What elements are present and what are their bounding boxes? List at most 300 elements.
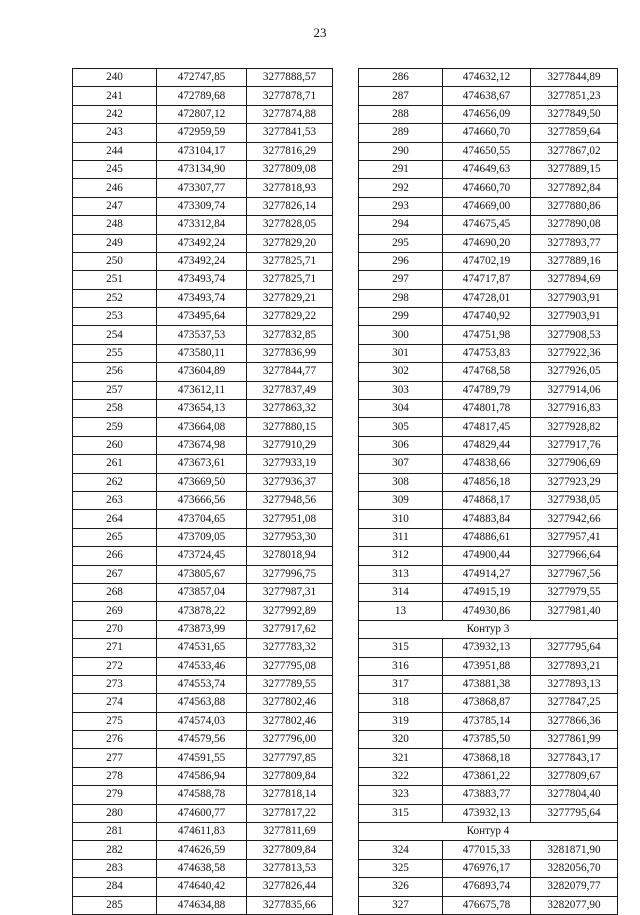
point-number-cell: 320 — [359, 731, 443, 749]
x-coordinate-cell: 474660,70 — [443, 179, 531, 197]
y-coordinate-cell: 3277849,50 — [531, 105, 618, 123]
point-number-cell: 257 — [73, 381, 157, 399]
y-coordinate-cell: 3277863,32 — [247, 400, 333, 418]
y-coordinate-cell: 3277867,02 — [531, 142, 618, 160]
y-coordinate-cell: 3277859,64 — [531, 124, 618, 142]
point-number-cell: 280 — [73, 804, 157, 822]
point-number-cell: 314 — [359, 583, 443, 601]
x-coordinate-cell: 473492,24 — [157, 252, 247, 270]
x-coordinate-cell: 473492,24 — [157, 234, 247, 252]
x-coordinate-cell: 474801,78 — [443, 400, 531, 418]
y-coordinate-cell: 3277878,71 — [247, 87, 333, 105]
point-number-cell: 284 — [73, 878, 157, 896]
x-coordinate-cell: 473104,17 — [157, 142, 247, 160]
table-row — [359, 602, 618, 620]
y-coordinate-cell: 3277953,30 — [247, 528, 333, 546]
x-coordinate-cell: 474586,94 — [157, 767, 247, 785]
y-coordinate-cell: 3277889,15 — [531, 160, 618, 178]
table-row — [359, 455, 618, 473]
x-coordinate-cell: 474626,59 — [157, 841, 247, 859]
table-row — [73, 749, 333, 767]
x-coordinate-cell: 473580,11 — [157, 344, 247, 362]
y-coordinate-cell: 3277893,21 — [531, 657, 618, 675]
x-coordinate-cell: 474914,27 — [443, 565, 531, 583]
point-number-cell: 252 — [73, 289, 157, 307]
x-coordinate-cell: 474838,66 — [443, 455, 531, 473]
point-number-cell: 267 — [73, 565, 157, 583]
x-coordinate-cell: 473857,04 — [157, 583, 247, 601]
point-number-cell: 240 — [73, 69, 157, 87]
point-number-cell: 245 — [73, 160, 157, 178]
x-coordinate-cell: 474829,44 — [443, 436, 531, 454]
table-row — [73, 289, 333, 307]
point-number-cell: 308 — [359, 473, 443, 491]
coordinates-table-left — [72, 68, 333, 915]
y-coordinate-cell: 3277936,37 — [247, 473, 333, 491]
point-number-cell: 264 — [73, 510, 157, 528]
table-row — [359, 271, 618, 289]
table-row — [73, 694, 333, 712]
table-row — [359, 363, 618, 381]
x-coordinate-cell: 474650,55 — [443, 142, 531, 160]
table-row — [73, 418, 333, 436]
y-coordinate-cell: 3277817,22 — [247, 804, 333, 822]
point-number-cell: 262 — [73, 473, 157, 491]
x-coordinate-cell: 474740,92 — [443, 308, 531, 326]
table-row — [73, 510, 333, 528]
table-row — [73, 142, 333, 160]
y-coordinate-cell: 3277844,89 — [531, 69, 618, 87]
y-coordinate-cell: 3277981,40 — [531, 602, 618, 620]
x-coordinate-cell: 472807,12 — [157, 105, 247, 123]
y-coordinate-cell: 3277841,53 — [247, 124, 333, 142]
x-coordinate-cell: 473666,56 — [157, 491, 247, 509]
point-number-cell: 311 — [359, 528, 443, 546]
x-coordinate-cell: 473805,67 — [157, 565, 247, 583]
x-coordinate-cell: 474690,20 — [443, 234, 531, 252]
y-coordinate-cell: 3277835,66 — [247, 896, 333, 914]
point-number-cell: 303 — [359, 381, 443, 399]
point-number-cell: 282 — [73, 841, 157, 859]
table-row — [359, 841, 618, 859]
y-coordinate-cell: 3277966,64 — [531, 547, 618, 565]
table-row — [73, 841, 333, 859]
y-coordinate-cell: 3277979,55 — [531, 583, 618, 601]
x-coordinate-cell: 473312,84 — [157, 216, 247, 234]
y-coordinate-cell: 3277894,69 — [531, 271, 618, 289]
point-number-cell: 300 — [359, 326, 443, 344]
table-row — [73, 583, 333, 601]
point-number-cell: 299 — [359, 308, 443, 326]
x-coordinate-cell: 473881,38 — [443, 675, 531, 693]
table-row — [73, 620, 333, 638]
y-coordinate-cell: 3277938,05 — [531, 491, 618, 509]
table-row — [73, 363, 333, 381]
point-number-cell: 289 — [359, 124, 443, 142]
contour-title: Контур 3 — [359, 620, 618, 638]
table-row — [359, 87, 618, 105]
y-coordinate-cell: 3277987,31 — [247, 583, 333, 601]
y-coordinate-cell: 3277843,17 — [531, 749, 618, 767]
point-number-cell: 315 — [359, 804, 443, 822]
table-row — [73, 87, 333, 105]
x-coordinate-cell: 474717,87 — [443, 271, 531, 289]
x-coordinate-cell: 474563,88 — [157, 694, 247, 712]
y-coordinate-cell: 3277866,36 — [531, 712, 618, 730]
x-coordinate-cell: 474675,45 — [443, 216, 531, 234]
x-coordinate-cell: 473673,61 — [157, 455, 247, 473]
table-row — [359, 142, 618, 160]
table-row — [359, 528, 618, 546]
table-row — [359, 308, 618, 326]
point-number-cell: 302 — [359, 363, 443, 381]
table-row — [359, 289, 618, 307]
x-coordinate-cell: 474768,58 — [443, 363, 531, 381]
y-coordinate-cell: 3277826,14 — [247, 197, 333, 215]
y-coordinate-cell: 3277816,29 — [247, 142, 333, 160]
x-coordinate-cell: 474533,46 — [157, 657, 247, 675]
y-coordinate-cell: 3277795,08 — [247, 657, 333, 675]
point-number-cell: 287 — [359, 87, 443, 105]
table-row — [359, 344, 618, 362]
x-coordinate-cell: 474632,12 — [443, 69, 531, 87]
y-coordinate-cell: 3277917,76 — [531, 436, 618, 454]
y-coordinate-cell: 3278018,94 — [247, 547, 333, 565]
y-coordinate-cell: 3277809,08 — [247, 160, 333, 178]
table-row — [73, 823, 333, 841]
table-row — [359, 565, 618, 583]
table-row — [73, 179, 333, 197]
table-row — [73, 547, 333, 565]
x-coordinate-cell: 474728,01 — [443, 289, 531, 307]
y-coordinate-cell: 3277889,16 — [531, 252, 618, 270]
point-number-cell: 305 — [359, 418, 443, 436]
table-row — [359, 749, 618, 767]
x-coordinate-cell: 474669,00 — [443, 197, 531, 215]
table-row — [73, 565, 333, 583]
y-coordinate-cell: 3277874,88 — [247, 105, 333, 123]
point-number-cell: 298 — [359, 289, 443, 307]
point-number-cell: 285 — [73, 896, 157, 914]
table-row — [359, 197, 618, 215]
x-coordinate-cell: 474634,88 — [157, 896, 247, 914]
y-coordinate-cell: 3277903,91 — [531, 308, 618, 326]
table-row — [73, 786, 333, 804]
point-number-cell: 249 — [73, 234, 157, 252]
table-row — [73, 804, 333, 822]
x-coordinate-cell: 476675,78 — [443, 896, 531, 914]
point-number-cell: 265 — [73, 528, 157, 546]
point-number-cell: 324 — [359, 841, 443, 859]
point-number-cell: 246 — [73, 179, 157, 197]
x-coordinate-cell: 476976,17 — [443, 859, 531, 877]
table-row — [359, 583, 618, 601]
x-coordinate-cell: 474579,56 — [157, 731, 247, 749]
x-coordinate-cell: 474883,84 — [443, 510, 531, 528]
x-coordinate-cell: 474868,17 — [443, 491, 531, 509]
y-coordinate-cell: 3277996,75 — [247, 565, 333, 583]
y-coordinate-cell: 3277917,62 — [247, 620, 333, 638]
table-row — [73, 528, 333, 546]
x-coordinate-cell: 473309,74 — [157, 197, 247, 215]
table-row — [359, 694, 618, 712]
point-number-cell: 241 — [73, 87, 157, 105]
point-number-cell: 247 — [73, 197, 157, 215]
x-coordinate-cell: 474930,86 — [443, 602, 531, 620]
y-coordinate-cell: 3277847,25 — [531, 694, 618, 712]
x-coordinate-cell: 473704,65 — [157, 510, 247, 528]
point-number-cell: 279 — [73, 786, 157, 804]
table-row — [73, 657, 333, 675]
x-coordinate-cell: 472747,85 — [157, 69, 247, 87]
table-row — [359, 160, 618, 178]
x-coordinate-cell: 477015,33 — [443, 841, 531, 859]
point-number-cell: 315 — [359, 639, 443, 657]
point-number-cell: 277 — [73, 749, 157, 767]
table-row — [73, 105, 333, 123]
y-coordinate-cell: 3277908,53 — [531, 326, 618, 344]
table-row — [359, 124, 618, 142]
x-coordinate-cell: 473674,98 — [157, 436, 247, 454]
x-coordinate-cell: 474640,42 — [157, 878, 247, 896]
y-coordinate-cell: 3277802,46 — [247, 694, 333, 712]
x-coordinate-cell: 476893,74 — [443, 878, 531, 896]
y-coordinate-cell: 3277836,99 — [247, 344, 333, 362]
table-row — [359, 547, 618, 565]
x-coordinate-cell: 474656,09 — [443, 105, 531, 123]
table-row — [359, 179, 618, 197]
table-row — [73, 344, 333, 362]
point-number-cell: 310 — [359, 510, 443, 528]
table-row — [359, 731, 618, 749]
table-row — [359, 639, 618, 657]
point-number-cell: 316 — [359, 657, 443, 675]
point-number-cell: 255 — [73, 344, 157, 362]
y-coordinate-cell: 3277928,82 — [531, 418, 618, 436]
x-coordinate-cell: 473537,53 — [157, 326, 247, 344]
y-coordinate-cell: 3277829,20 — [247, 234, 333, 252]
x-coordinate-cell: 473495,64 — [157, 308, 247, 326]
point-number-cell: 283 — [73, 859, 157, 877]
table-row — [359, 767, 618, 785]
y-coordinate-cell: 3277783,32 — [247, 639, 333, 657]
table-row — [73, 639, 333, 657]
x-coordinate-cell: 473785,14 — [443, 712, 531, 730]
y-coordinate-cell: 3277922,36 — [531, 344, 618, 362]
y-coordinate-cell: 3277926,05 — [531, 363, 618, 381]
x-coordinate-cell: 473612,11 — [157, 381, 247, 399]
table-row — [73, 124, 333, 142]
contour-title: Контур 4 — [359, 823, 618, 841]
x-coordinate-cell: 474900,44 — [443, 547, 531, 565]
table-row — [73, 455, 333, 473]
point-number-cell: 259 — [73, 418, 157, 436]
table-row — [73, 602, 333, 620]
table-row — [73, 896, 333, 914]
point-number-cell: 291 — [359, 160, 443, 178]
point-number-cell: 258 — [73, 400, 157, 418]
y-coordinate-cell: 3277829,22 — [247, 308, 333, 326]
page-number: 23 — [313, 25, 327, 40]
y-coordinate-cell: 3277825,71 — [247, 252, 333, 270]
y-coordinate-cell: 3277813,53 — [247, 859, 333, 877]
point-number-cell: 272 — [73, 657, 157, 675]
point-number-cell: 251 — [73, 271, 157, 289]
point-number-cell: 293 — [359, 197, 443, 215]
table-row — [359, 436, 618, 454]
table-row — [359, 473, 618, 491]
x-coordinate-cell: 474753,83 — [443, 344, 531, 362]
table-row — [73, 400, 333, 418]
table-row — [359, 418, 618, 436]
y-coordinate-cell: 3277804,40 — [531, 786, 618, 804]
point-number-cell: 242 — [73, 105, 157, 123]
y-coordinate-cell: 3277910,29 — [247, 436, 333, 454]
table-row — [359, 216, 618, 234]
table-row — [73, 675, 333, 693]
y-coordinate-cell: 3277880,86 — [531, 197, 618, 215]
y-coordinate-cell: 3277948,56 — [247, 491, 333, 509]
table-row — [359, 69, 618, 87]
x-coordinate-cell: 474702,19 — [443, 252, 531, 270]
x-coordinate-cell: 473868,18 — [443, 749, 531, 767]
point-number-cell: 297 — [359, 271, 443, 289]
point-number-cell: 309 — [359, 491, 443, 509]
x-coordinate-cell: 474856,18 — [443, 473, 531, 491]
y-coordinate-cell: 3277933,19 — [247, 455, 333, 473]
point-number-cell: 273 — [73, 675, 157, 693]
y-coordinate-cell: 3277811,69 — [247, 823, 333, 841]
y-coordinate-cell: 3277967,56 — [531, 565, 618, 583]
point-number-cell: 306 — [359, 436, 443, 454]
x-coordinate-cell: 472789,68 — [157, 87, 247, 105]
table-row — [359, 657, 618, 675]
table-row — [359, 878, 618, 896]
point-number-cell: 263 — [73, 491, 157, 509]
point-number-cell: 261 — [73, 455, 157, 473]
y-coordinate-cell: 3277797,85 — [247, 749, 333, 767]
section-header-row — [359, 620, 618, 638]
y-coordinate-cell: 3277914,06 — [531, 381, 618, 399]
table-row — [359, 786, 618, 804]
table-row — [73, 712, 333, 730]
x-coordinate-cell: 474789,79 — [443, 381, 531, 399]
y-coordinate-cell: 3281871,90 — [531, 841, 618, 859]
x-coordinate-cell: 473307,77 — [157, 179, 247, 197]
y-coordinate-cell: 3277892,84 — [531, 179, 618, 197]
x-coordinate-cell: 473873,99 — [157, 620, 247, 638]
point-number-cell: 254 — [73, 326, 157, 344]
point-number-cell: 243 — [73, 124, 157, 142]
point-number-cell: 326 — [359, 878, 443, 896]
point-number-cell: 294 — [359, 216, 443, 234]
x-coordinate-cell: 473868,87 — [443, 694, 531, 712]
y-coordinate-cell: 3277832,85 — [247, 326, 333, 344]
point-number-cell: 250 — [73, 252, 157, 270]
y-coordinate-cell: 3277828,05 — [247, 216, 333, 234]
x-coordinate-cell: 474588,78 — [157, 786, 247, 804]
x-coordinate-cell: 474660,70 — [443, 124, 531, 142]
table-row — [359, 252, 618, 270]
x-coordinate-cell: 473709,05 — [157, 528, 247, 546]
y-coordinate-cell: 3277923,29 — [531, 473, 618, 491]
y-coordinate-cell: 3277837,49 — [247, 381, 333, 399]
table-row — [73, 271, 333, 289]
point-number-cell: 278 — [73, 767, 157, 785]
y-coordinate-cell: 3282079,77 — [531, 878, 618, 896]
x-coordinate-cell: 472959,59 — [157, 124, 247, 142]
y-coordinate-cell: 3277829,21 — [247, 289, 333, 307]
x-coordinate-cell: 474574,03 — [157, 712, 247, 730]
x-coordinate-cell: 473654,13 — [157, 400, 247, 418]
x-coordinate-cell: 473664,08 — [157, 418, 247, 436]
x-coordinate-cell: 473932,13 — [443, 639, 531, 657]
point-number-cell: 312 — [359, 547, 443, 565]
x-coordinate-cell: 473932,13 — [443, 804, 531, 822]
point-number-cell: 318 — [359, 694, 443, 712]
table-row — [359, 234, 618, 252]
x-coordinate-cell: 473134,90 — [157, 160, 247, 178]
point-number-cell: 253 — [73, 308, 157, 326]
y-coordinate-cell: 3277789,55 — [247, 675, 333, 693]
table-row — [359, 326, 618, 344]
point-number-cell: 313 — [359, 565, 443, 583]
y-coordinate-cell: 3277809,67 — [531, 767, 618, 785]
table-row — [359, 381, 618, 399]
x-coordinate-cell: 474886,61 — [443, 528, 531, 546]
y-coordinate-cell: 3277802,46 — [247, 712, 333, 730]
point-number-cell: 260 — [73, 436, 157, 454]
x-coordinate-cell: 474591,55 — [157, 749, 247, 767]
x-coordinate-cell: 474817,45 — [443, 418, 531, 436]
point-number-cell: 327 — [359, 896, 443, 914]
y-coordinate-cell: 3277809,84 — [247, 767, 333, 785]
y-coordinate-cell: 3277795,64 — [531, 804, 618, 822]
table-row — [359, 400, 618, 418]
x-coordinate-cell: 474553,74 — [157, 675, 247, 693]
point-number-cell: 281 — [73, 823, 157, 841]
point-number-cell: 304 — [359, 400, 443, 418]
table-row — [73, 234, 333, 252]
y-coordinate-cell: 3277893,77 — [531, 234, 618, 252]
x-coordinate-cell: 474649,63 — [443, 160, 531, 178]
y-coordinate-cell: 3277809,84 — [247, 841, 333, 859]
x-coordinate-cell: 473493,74 — [157, 289, 247, 307]
y-coordinate-cell: 3282077,90 — [531, 896, 618, 914]
point-number-cell: 321 — [359, 749, 443, 767]
table-row — [73, 767, 333, 785]
y-coordinate-cell: 3277851,23 — [531, 87, 618, 105]
point-number-cell: 288 — [359, 105, 443, 123]
coordinates-table-right — [358, 68, 618, 915]
y-coordinate-cell: 3277951,08 — [247, 510, 333, 528]
point-number-cell: 292 — [359, 179, 443, 197]
point-number-cell: 323 — [359, 786, 443, 804]
table-row — [73, 160, 333, 178]
y-coordinate-cell: 3277992,89 — [247, 602, 333, 620]
y-coordinate-cell: 3277916,83 — [531, 400, 618, 418]
y-coordinate-cell: 3277957,41 — [531, 528, 618, 546]
point-number-cell: 271 — [73, 639, 157, 657]
table-row — [73, 436, 333, 454]
y-coordinate-cell: 3277861,99 — [531, 731, 618, 749]
y-coordinate-cell: 3277844,77 — [247, 363, 333, 381]
point-number-cell: 317 — [359, 675, 443, 693]
point-number-cell: 266 — [73, 547, 157, 565]
y-coordinate-cell: 3277906,69 — [531, 455, 618, 473]
table-row — [359, 491, 618, 509]
y-coordinate-cell: 3277818,93 — [247, 179, 333, 197]
